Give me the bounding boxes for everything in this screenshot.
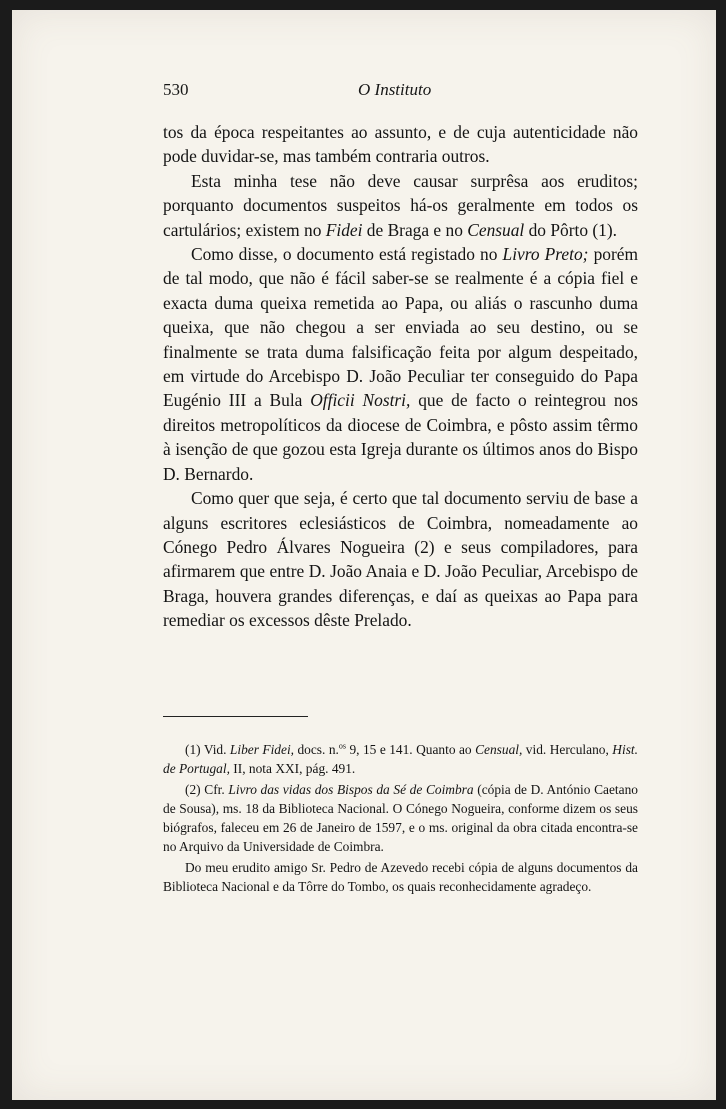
paragraph-2: Esta minha tese não deve causar surprêsa aos eruditos; porquanto documentos suspeitos há-os geralmente em todos os cartulários; existem no Fidei de Braga e no Censual do Pôrto (1). bbox=[163, 170, 638, 240]
footnote-2: (2) Cfr. Livro das vidas dos Bispos da Sé de Coimbra (cópia de D. António Caetano de Sousa), ms. 18 da Biblioteca Nacional. O Cónego Nogueira, conforme dizem os seus biógrafos, faleceu em 26 de Janeiro de 1597, e o ms. original da obra citada encontra-se no Arquivo da Universidade de Coimbra. bbox=[163, 782, 638, 854]
censual-title: Censual bbox=[467, 219, 525, 240]
page-header bbox=[163, 80, 638, 104]
paragraph-3: Como disse, o documento está registado no Livro Preto; porém de tal modo, que não é fácil saber-se se realmente é a cópia fiel e exacta duma queixa remetida ao Papa, ou aliás o rascunho duma queixa, que não chegou a ser enviada ao seu destino, ou se finalmente se trata duma falsificação feita por algum despeitado, em virtude do Arcebispo D. João Peculiar ter conseguido do Papa Eugénio III a Bula Officii Nostri, que de facto o reintegrou nos direitos metropolíticos da diocese de Coimbra, e pôsto assim têrmo à isenção de que gozou esta Igreja durante os últimos anos do Bispo D. Bernardo. bbox=[163, 244, 639, 484]
bula-title: Officii Nostri, bbox=[310, 390, 411, 411]
running-title: O Instituto bbox=[358, 80, 432, 99]
footnote-1: (1) Vid. Liber Fidei, docs. n.$^{os}$ 9, 15 e 141. Quanto ao Censual, vid. Herculano, Hist. de Portugal, II, nota XXI, pág. 491. bbox=[163, 741, 638, 776]
paragraph-1: tos da época respeitantes ao assunto, e de cuja autenticidade não pode duvidar-se, mas também contraria outros. bbox=[163, 122, 638, 167]
body-text bbox=[163, 120, 638, 633]
footnote-divider bbox=[163, 716, 308, 717]
page-number: 530 bbox=[163, 80, 189, 99]
footnote-3: Do meu erudito amigo Sr. Pedro de Azevedo recebi cópia de alguns documentos da Biblioteca Nacional e da Tôrre do Tombo, os quais reconhecidamente agradeço. bbox=[163, 860, 638, 894]
paragraph-4: Como quer que seja, é certo que tal documento serviu de base a alguns escritores eclesiásticos de Coimbra, nomeadamente ao Cónego Pedro Álvares Nogueira (2) e seus compiladores, para afirmarem que entre D. João Anaia e D. João Peculiar, Arcebispo de Braga, houvera grandes diferenças, e daí as queixas ao Papa para remediar os excessos dêste Prelado. bbox=[163, 488, 638, 631]
footnotes bbox=[163, 740, 638, 898]
fidei-title: Fidei bbox=[325, 219, 363, 240]
livro-preto-title: Livro Preto; bbox=[502, 244, 589, 265]
